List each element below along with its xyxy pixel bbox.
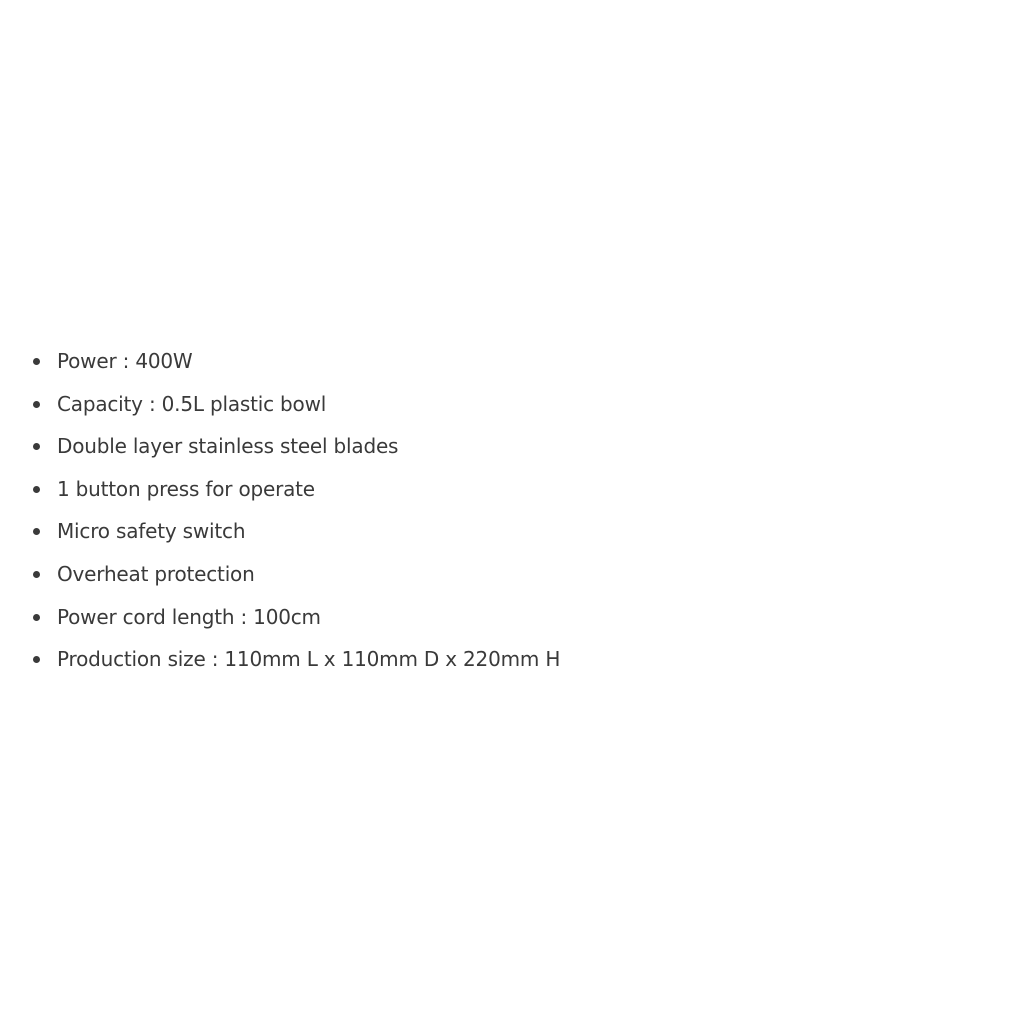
bullet-icon xyxy=(33,443,40,450)
bullet-icon xyxy=(33,571,40,578)
bullet-icon xyxy=(33,656,40,663)
spec-item-power xyxy=(0,340,560,383)
spec-item-capacity xyxy=(0,383,560,426)
spec-text: Power cord length : 100cm xyxy=(57,604,321,629)
spec-text: Overheat protection xyxy=(57,561,255,586)
spec-item-overheat xyxy=(0,553,560,596)
spec-item-safety-switch xyxy=(0,510,560,553)
spec-item-cord-length xyxy=(0,596,560,639)
bullet-icon xyxy=(33,401,40,408)
spec-item-size xyxy=(0,638,560,681)
bullet-icon xyxy=(33,614,40,621)
bullet-icon xyxy=(33,528,40,535)
bullet-icon xyxy=(33,486,40,493)
spec-text: Power : 400W xyxy=(57,349,193,373)
bullet-icon xyxy=(33,358,40,365)
spec-text: Production size : 110mm L x 110mm D x 220mm H xyxy=(57,647,561,672)
spec-item-blades xyxy=(0,425,560,468)
spec-text: 1 button press for operate xyxy=(57,476,315,501)
spec-text: Micro safety switch xyxy=(57,519,246,544)
spec-item-operation xyxy=(0,468,560,511)
spec-text: Capacity : 0.5L plastic bowl xyxy=(57,391,327,416)
specification-list xyxy=(0,340,560,681)
spec-text: Double layer stainless steel blades xyxy=(57,434,399,459)
